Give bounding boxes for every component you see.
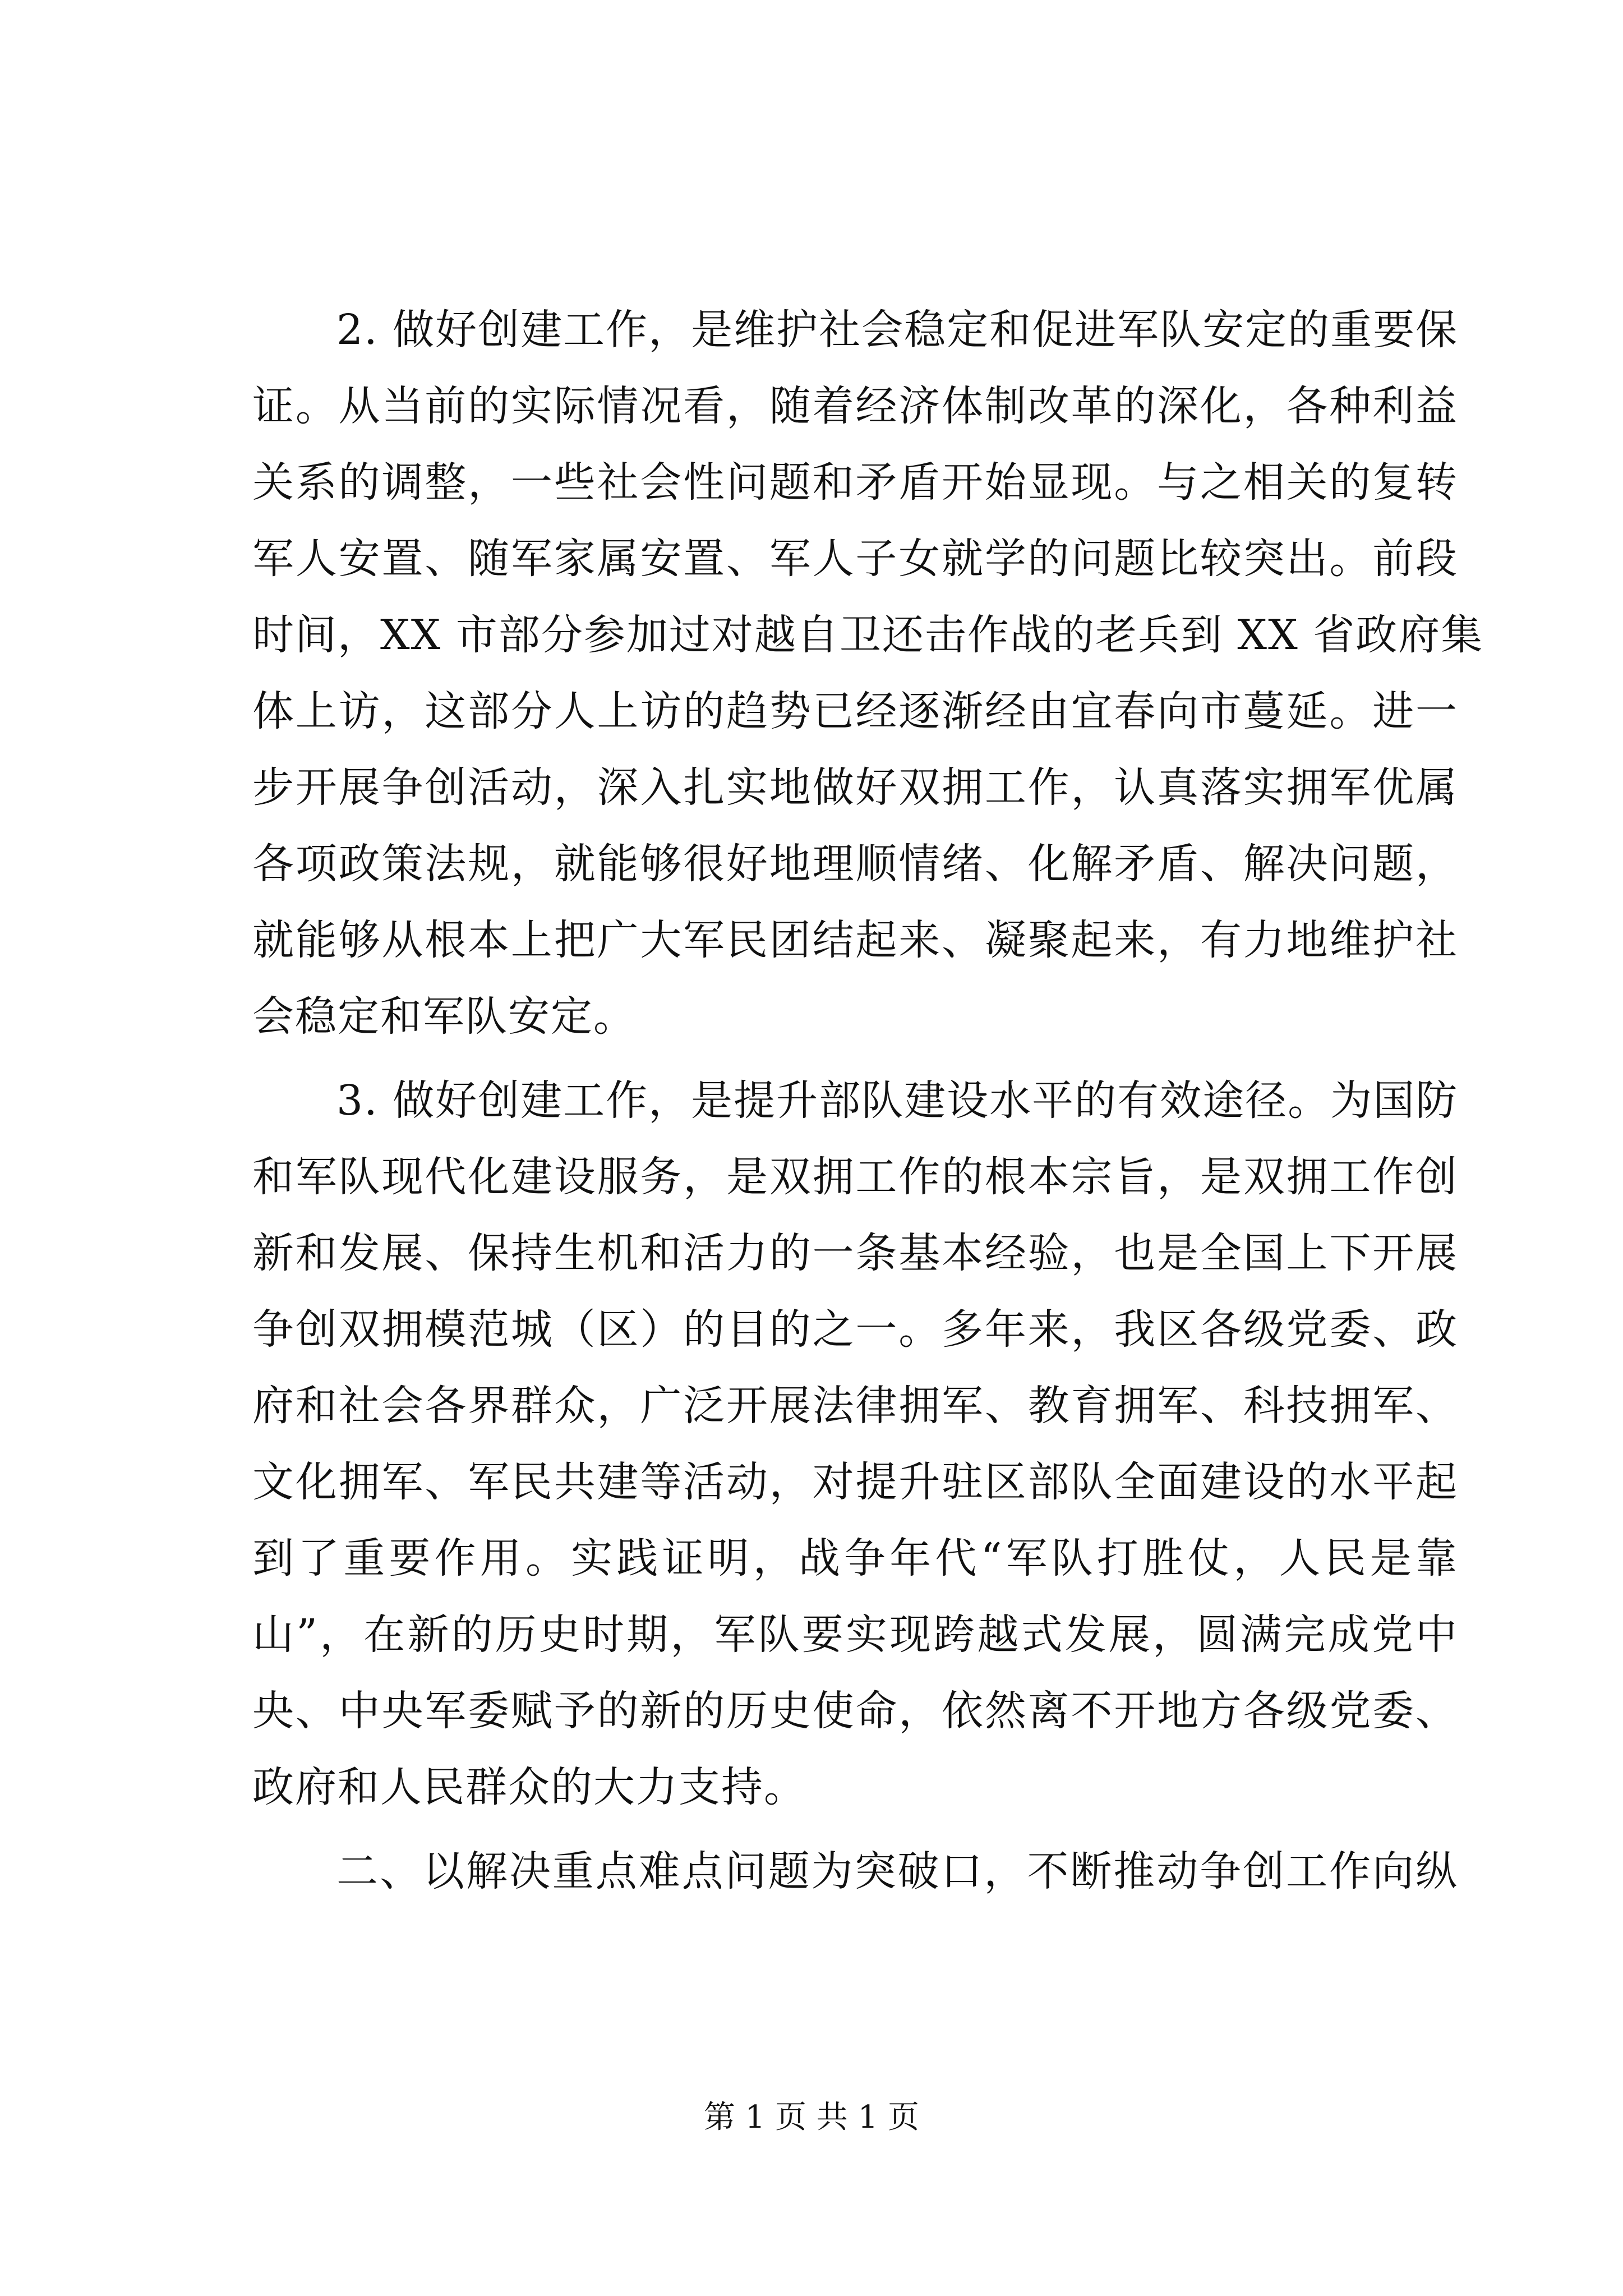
paragraph-stability	[252, 292, 1484, 1055]
text-line: 到了重要作用。实践证明，战争年代“军队打胜仗，人民是靠	[252, 1534, 1458, 1582]
text-line: 和军队现代化建设服务，是双拥工作的根本宗旨，是双拥工作创	[252, 1153, 1458, 1201]
text-line: 府和社会各界群众，广泛开展法律拥军、教育拥军、科技拥军、	[252, 1382, 1458, 1430]
document-body	[252, 292, 1484, 1917]
text-line: 时间，XX 市部分参加过对越自卫还击作战的老兵到 XX 省政府集	[252, 611, 1484, 659]
page-number-footer: 第 1 页 共 1 页	[703, 2099, 920, 2136]
text-line: 证。从当前的实际情况看，随着经济体制改革的深化，各种利益	[252, 382, 1458, 430]
text-line: 3. 做好创建工作，是提升部队建设水平的有效途径。为国防	[336, 1076, 1459, 1125]
text-line: 山”，在新的历史时期，军队要实现跨越式发展，圆满完成党中	[252, 1611, 1458, 1659]
text-line: 央、中央军委赋予的新的历史使命，依然离不开地方各级党委、	[252, 1687, 1458, 1735]
text-line: 军人安置、随军家属安置、军人子女就学的问题比较突出。前段	[252, 535, 1458, 583]
text-line: 文化拥军、军民共建等活动，对提升驻区部队全面建设的水平起	[252, 1458, 1458, 1506]
text-line: 二、以解决重点难点问题为突破口，不断推动争创工作向纵	[336, 1847, 1458, 1895]
text-line: 争创双拥模范城（区）的目的之一。多年来，我区各级党委、政	[252, 1305, 1458, 1354]
paragraph-army-building	[252, 1062, 1458, 1825]
text-line: 政府和人民群众的大力支持。	[252, 1763, 806, 1811]
text-line: 步开展争创活动，深入扎实地做好双拥工作，认真落实拥军优属	[252, 763, 1458, 812]
text-line: 就能够从根本上把广大军民团结起来、凝聚起来，有力地维护社	[252, 916, 1458, 964]
text-line: 体上访，这部分人上访的趋势已经逐渐经由宜春向市蔓延。进一	[252, 687, 1458, 735]
text-line: 关系的调整，一些社会性问题和矛盾开始显现。与之相关的复转	[252, 458, 1458, 507]
text-line: 各项政策法规，就能够很好地理顺情绪、化解矛盾、解决问题，	[252, 840, 1458, 888]
text-line: 会稳定和军队安定。	[252, 992, 636, 1041]
section-heading-two	[252, 1833, 1458, 1910]
text-line: 2. 做好创建工作，是维护社会稳定和促进军队安定的重要保	[336, 306, 1459, 354]
text-line: 新和发展、保持生机和活力的一条基本经验，也是全国上下开展	[252, 1229, 1458, 1277]
